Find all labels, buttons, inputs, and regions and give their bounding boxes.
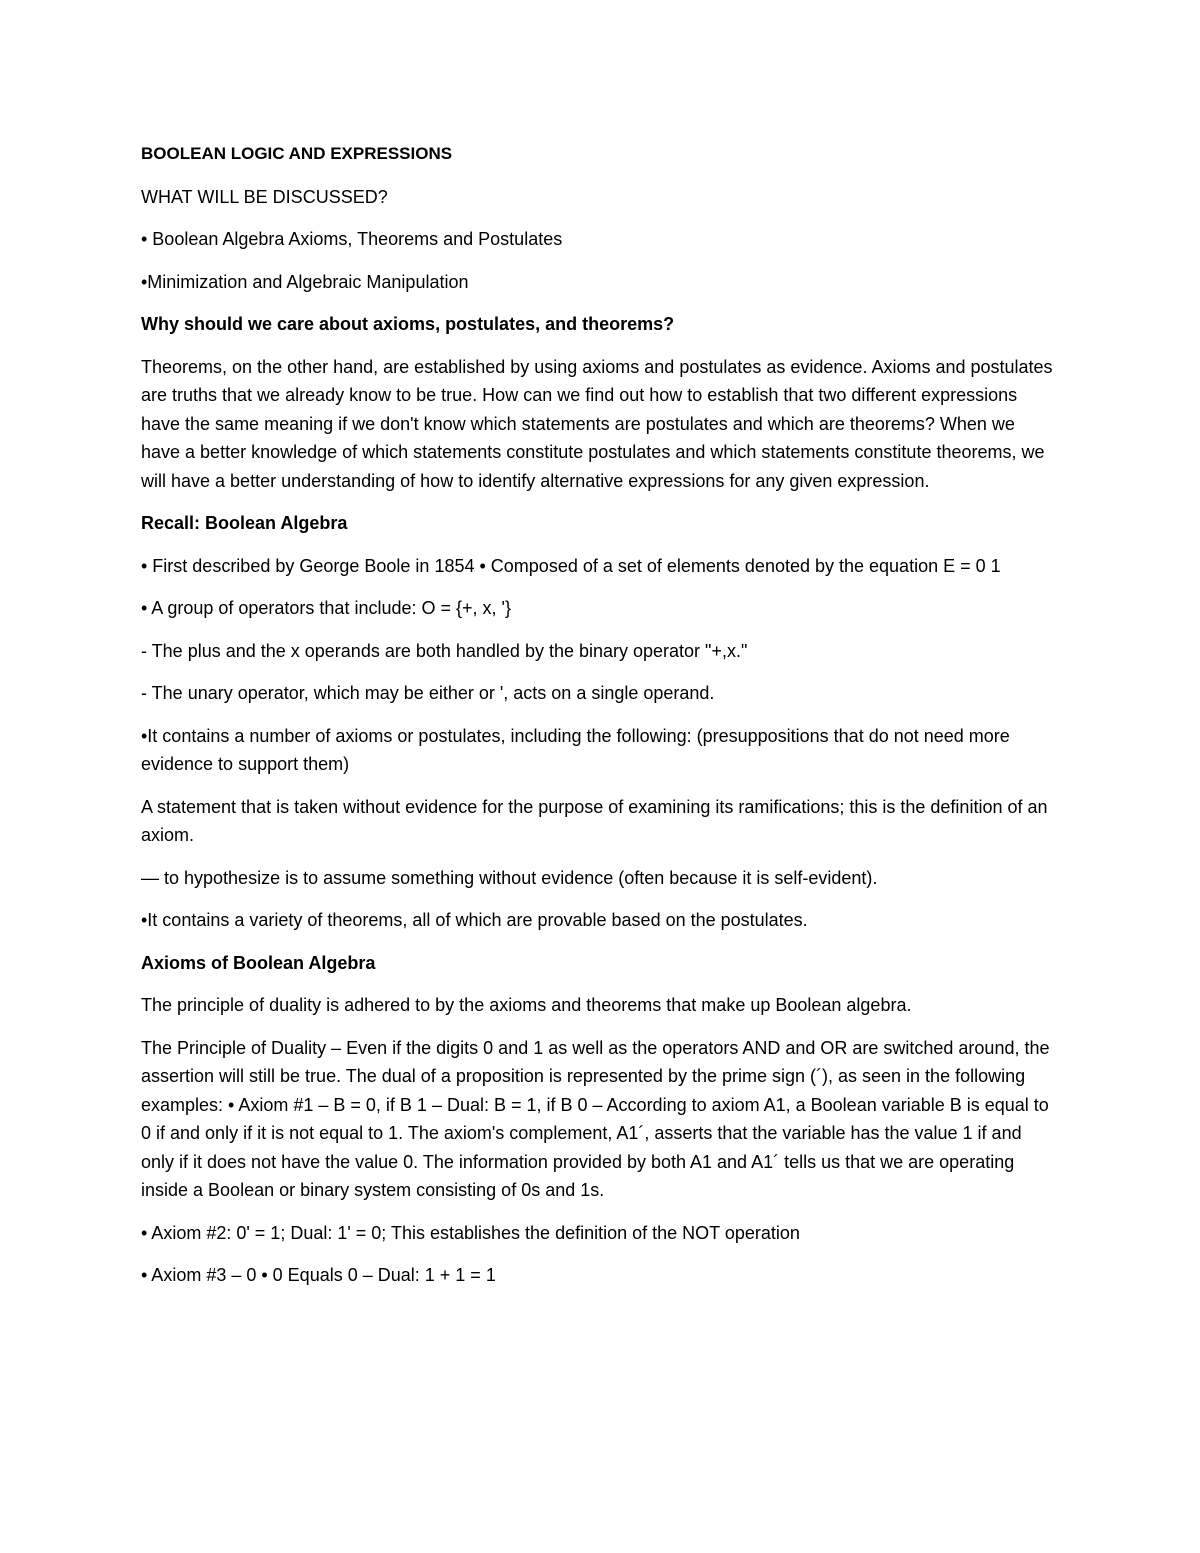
section-heading-axioms: Axioms of Boolean Algebra: [141, 952, 376, 973]
section-paragraph: - The unary operator, which may be either or ', acts on a single operand.: [141, 683, 715, 703]
section-paragraph: — to hypothesize is to assume something without evidence (often because it is self-evident).: [141, 867, 878, 888]
section-heading-why: Why should we care about axioms, postulates, and theorems?: [141, 314, 675, 334]
section-paragraph: •It contains a number of axioms or postulates, including the following: (presuppositions that do not need more evidence to support them): [141, 725, 1010, 774]
section-paragraph: The Principle of Duality – Even if the digits 0 and 1 as well as the operators AND and OR are switched around, the assertion will still be true. The dual of a proposition is represented by the prime sign (´), as seen in the following examples: • Axiom #1 – B = 0, if B 1 – Dual: B = 1, if B 0 – According to axiom A1, a Boolean variable B is equal to 0 if and only if it is not equal to 1. The axiom's complement, A1´, asserts that the variable has the value 1 if and only if it does not have the value 0. The information provided by both A1 and A1´ tells us that we are operating inside a Boolean or binary system consisting of 0s and 1s.: [141, 1037, 1050, 1200]
section-paragraph: • Axiom #2: 0' = 1; Dual: 1' = 0; This establishes the definition of the NOT operation: [141, 1222, 800, 1243]
section-paragraph: •It contains a variety of theorems, all of which are provable based on the postulates.: [141, 910, 808, 930]
section-paragraph: - The plus and the x operands are both handled by the binary operator "+,x.": [141, 640, 748, 661]
section-paragraph: Theorems, on the other hand, are established by using axioms and postulates as evidence. Axioms and postulates are truths that we already know to be true. How can we find out how to establish that two different expressions have the same meaning if we don't know which statements are postulates and which are theorems? When we have a better knowledge of which statements constitute postulates and which statements constitute theorems, we will have a better understanding of how to identify alternative expressions for any given expression.: [141, 356, 1053, 491]
section-paragraph: A statement that is taken without evidence for the purpose of examining its ramifications; this is the definition of an axiom.: [141, 796, 1048, 845]
document-title: BOOLEAN LOGIC AND EXPRESSIONS: [141, 144, 453, 163]
intro-item: •Minimization and Algebraic Manipulation: [141, 271, 469, 292]
section-paragraph: • A group of operators that include: O = {+, x, '}: [141, 598, 511, 618]
section-paragraph: The principle of duality is adhered to by the axioms and theorems that make up Boolean algebra.: [141, 995, 912, 1015]
section-heading-recall: Recall: Boolean Algebra: [141, 513, 348, 533]
section-paragraph: • First described by George Boole in 1854 • Composed of a set of elements denoted by the equation E = 0 1: [141, 555, 1001, 576]
document-page: [141, 140, 1056, 1304]
intro-item: • Boolean Algebra Axioms, Theorems and Postulates: [141, 229, 563, 249]
section-paragraph: • Axiom #3 – 0 • 0 Equals 0 – Dual: 1 + 1 = 1: [141, 1265, 496, 1285]
intro-heading: WHAT WILL BE DISCUSSED?: [141, 186, 388, 207]
